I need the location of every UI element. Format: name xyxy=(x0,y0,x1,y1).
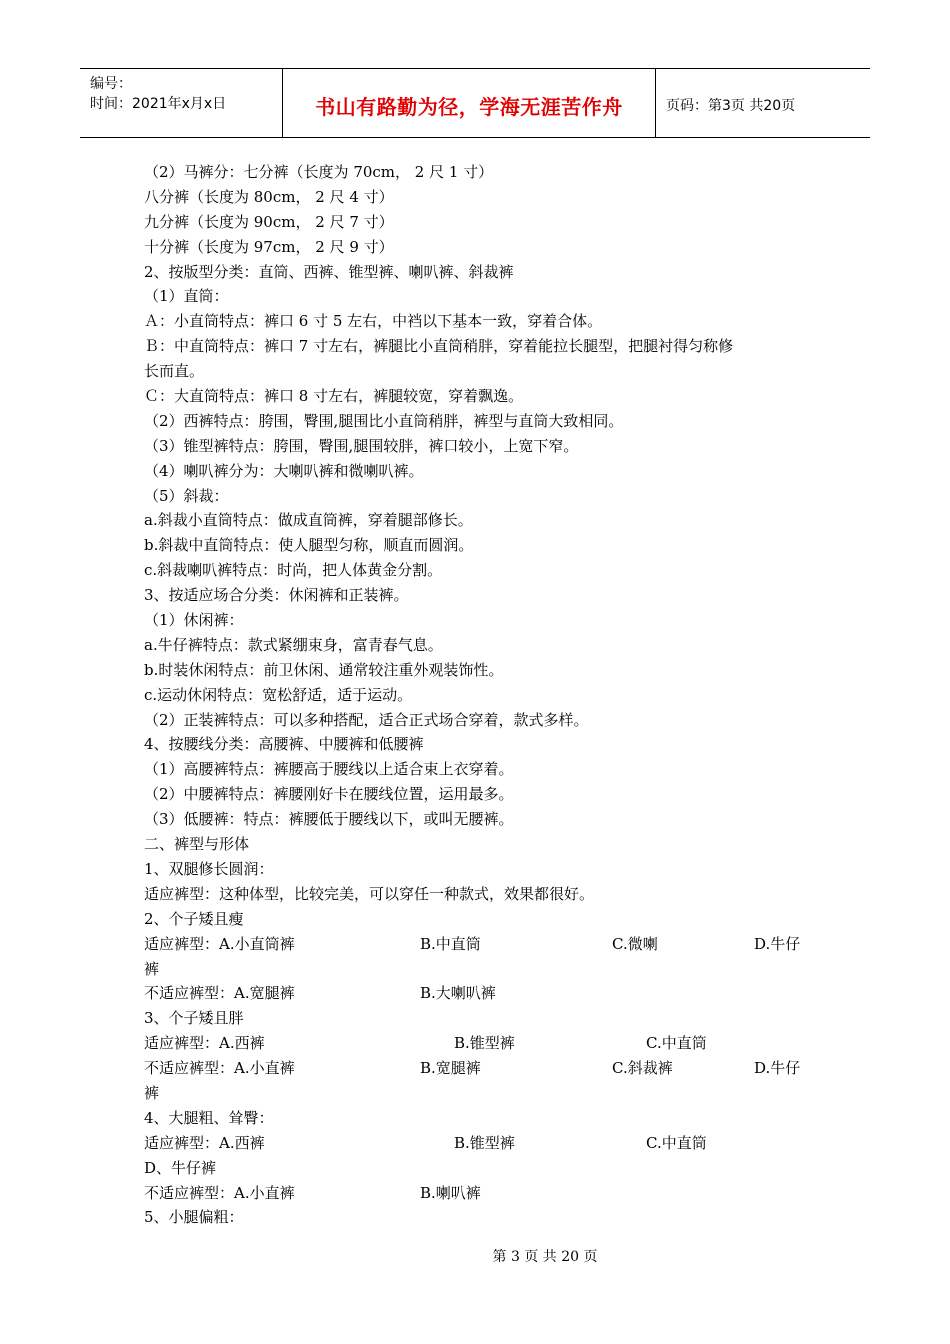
option-row xyxy=(144,1056,814,1081)
document-body xyxy=(144,160,814,1230)
page-header xyxy=(80,68,870,138)
option-cell: D.牛仔 xyxy=(754,934,801,953)
text-line: （2）中腰裤特点：裤腰刚好卡在腰线位置，运用最多。 xyxy=(144,785,514,804)
option-cell: 适应裤型：A.小直筒裤 xyxy=(144,934,295,953)
text-line: Ｂ：中直筒特点：裤口 7 寸左右，裤腿比小直筒稍胖，穿着能拉长腿型，把腿衬得匀称修 xyxy=(144,337,734,356)
option-cell: C.中直筒 xyxy=(646,1133,707,1152)
text-line: 1、双腿修长圆润： xyxy=(144,859,274,878)
option-cell: 4、大腿粗、耸臀： xyxy=(144,1108,274,1127)
option-cell: 不适应裤型：A.宽腿裤 xyxy=(144,984,295,1003)
option-cell: 适应裤型：A.西裤 xyxy=(144,1034,265,1053)
text-line: a.牛仔裤特点：款式紧绷束身，富青春气息。 xyxy=(144,635,443,654)
option-cell: C.斜裁裤 xyxy=(612,1059,673,1078)
text-line: （2）马裤分：七分裤（长度为 70cm， 2 尺 1 寸） xyxy=(144,163,494,181)
text-line: Ａ：小直筒特点：裤口 6 寸 5 左右，中裆以下基本一致，穿着合体。 xyxy=(144,312,603,331)
text-line: （1）高腰裤特点：裤腰高于腰线以上适合束上衣穿着。 xyxy=(144,760,514,779)
text-line: （1）直筒： xyxy=(144,287,229,306)
text-line: 二、裤型与形体 xyxy=(144,835,250,854)
text-line: b.时装休闲特点：前卫休闲、通常较注重外观装饰性。 xyxy=(144,660,504,679)
text-line: 3、按适应场合分类：休闲裤和正装裤。 xyxy=(144,586,409,605)
option-cell: B.宽腿裤 xyxy=(420,1059,481,1078)
text-line: 八分裤（长度为 80cm， 2 尺 4 寸） xyxy=(144,187,394,206)
text-line: （3）低腰裤：特点：裤腰低于腰线以下，或叫无腰裤。 xyxy=(144,810,514,829)
text-line: （1）休闲裤： xyxy=(144,611,244,630)
option-row xyxy=(144,932,814,957)
text-line: b.斜裁中直筒特点：使人腿型匀称，顺直而圆润。 xyxy=(144,536,474,555)
option-cell: B.喇叭裤 xyxy=(420,1183,481,1202)
option-cell: 5、小腿偏粗： xyxy=(144,1208,244,1227)
page-footer: 第 3 页 共 20 页 xyxy=(492,1249,598,1265)
option-row xyxy=(144,1131,814,1156)
option-cell: 不适应裤型：A.小直裤 xyxy=(144,1059,295,1078)
text-line: 2、按版型分类：直筒、西裤、锥型裤、喇叭裤、斜裁裤 xyxy=(144,262,514,281)
text-line: （2）正装裤特点：可以多种搭配，适合正式场合穿着，款式多样。 xyxy=(144,710,589,729)
option-row xyxy=(144,1156,814,1181)
text-line: 长而直。 xyxy=(144,362,205,381)
text-line: （3）锥型裤特点：胯围，臀围,腿围较胖，裤口较小，上宽下窄。 xyxy=(144,436,579,455)
number-label: 编号： xyxy=(90,76,132,92)
option-cell: D、牛仔裤 xyxy=(144,1158,217,1177)
time-label: 时间：2021年x月x日 xyxy=(90,96,227,112)
option-cell: 3、个子矮且胖 xyxy=(144,1009,244,1028)
option-cell: 裤 xyxy=(144,959,160,978)
text-line: 2、个子矮且瘦 xyxy=(144,909,244,928)
motto: 书山有路勤为径，学海无涯苦作舟 xyxy=(315,95,623,119)
text-line: 九分裤（长度为 90cm， 2 尺 7 寸） xyxy=(144,212,394,231)
text-line: （4）喇叭裤分为：大喇叭裤和微喇叭裤。 xyxy=(144,461,424,480)
option-row xyxy=(144,1205,814,1230)
text-line: a.斜裁小直筒特点：做成直筒裤，穿着腿部修长。 xyxy=(144,511,473,530)
text-line: c.运动休闲特点：宽松舒适，适于运动。 xyxy=(144,685,413,704)
header-page-cell xyxy=(656,69,870,137)
option-row xyxy=(144,981,814,1006)
text-line: （5）斜裁： xyxy=(144,486,229,505)
text-line: 4、按腰线分类：高腰裤、中腰裤和低腰裤 xyxy=(144,735,424,754)
option-cell: 不适应裤型：A.小直裤 xyxy=(144,1183,295,1202)
option-row xyxy=(144,1106,814,1131)
option-row xyxy=(144,957,814,982)
option-row xyxy=(144,1081,814,1106)
option-cell: C.微喇 xyxy=(612,934,658,953)
text-line: （2）西裤特点：胯围，臀围,腿围比小直筒稍胖，裤型与直筒大致相同。 xyxy=(144,411,624,430)
text-line: 十分裤（长度为 97cm， 2 尺 9 寸） xyxy=(144,237,394,256)
page-code: 页码：第3页 共20页 xyxy=(666,98,796,114)
option-row xyxy=(144,1031,814,1056)
text-line: 适应裤型：这种体型，比较完美，可以穿任一种款式，效果都很好。 xyxy=(144,884,595,903)
option-cell: 裤 xyxy=(144,1083,160,1102)
option-cell: B.大喇叭裤 xyxy=(420,984,496,1003)
option-cell: B.中直筒 xyxy=(420,934,481,953)
text-line: c.斜裁喇叭裤特点：时尚，把人体黄金分割。 xyxy=(144,561,443,580)
text-line: Ｃ：大直筒特点：裤口 8 寸左右，裤腿较宽，穿着飘逸。 xyxy=(144,387,524,406)
header-info-cell xyxy=(80,69,282,137)
option-cell: B.锥型裤 xyxy=(454,1133,515,1152)
option-cell: D.牛仔 xyxy=(754,1059,801,1078)
header-motto-cell xyxy=(282,69,656,137)
option-cell: B.锥型裤 xyxy=(454,1034,515,1053)
option-cell: 适应裤型：A.西裤 xyxy=(144,1133,265,1152)
option-row xyxy=(144,1006,814,1031)
option-cell: C.中直筒 xyxy=(646,1034,707,1053)
option-row xyxy=(144,1181,814,1206)
